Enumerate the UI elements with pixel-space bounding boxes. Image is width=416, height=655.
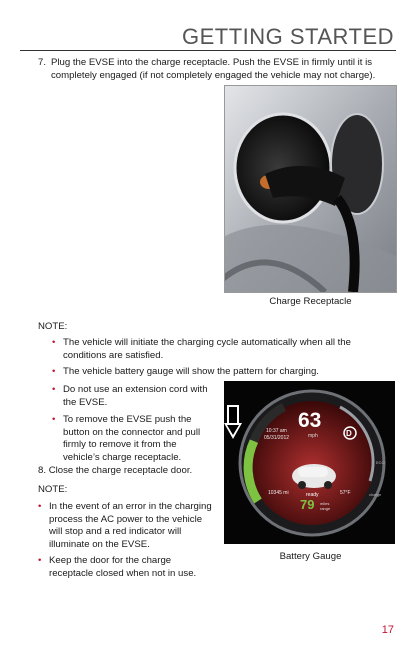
gauge-time: 10:37 am — [266, 428, 287, 434]
step-7 — [38, 57, 396, 82]
gauge-range-unit: miles range — [320, 501, 331, 511]
gauge-eco-label: ECO — [376, 460, 385, 465]
step-number: 8. — [38, 465, 47, 476]
battery-gauge-illustration — [224, 381, 395, 544]
note-bullet: • In the event of an error in the charging process the AC power to the vehicle will stop and a red indicator will illuminate on the EVSE. — [38, 501, 212, 550]
page-header-title: GETTING STARTED — [181, 24, 394, 49]
gauge-temperature: 57°F — [340, 490, 351, 496]
bullet-icon: • — [38, 501, 42, 512]
note-bullet: • To remove the EVSE push the button on the connector and pull firmly to remove it from the vehicle’s charge receptacle. — [52, 414, 201, 463]
note-bullet: • Do not use an extension cord with the EVSE. — [52, 384, 208, 408]
gauge-mode: ready — [306, 492, 319, 498]
figure-caption-charge-receptacle: Charge Receptacle — [269, 296, 352, 307]
step-number: 7. — [38, 57, 47, 68]
battery-gauge-photo — [224, 381, 395, 544]
step-text: Plug the EVSE into the charge receptacle. Push the EVSE in firmly until it is completely engaged (if not completely engaged the vehicle may not charge). — [51, 57, 376, 81]
bullet-icon: • — [52, 366, 56, 377]
bullet-icon: • — [38, 555, 42, 566]
bullet-icon: • — [52, 337, 56, 348]
gauge-range: 79 — [300, 497, 315, 512]
gauge-charge-label: charge — [369, 492, 382, 497]
step-text: Close the charge receptacle door. — [48, 465, 193, 476]
gauge-speed-unit: mph — [308, 433, 318, 439]
note-bullet: • Keep the door for the charge receptacle closed when not in use. — [38, 555, 197, 579]
step-8 — [38, 465, 192, 478]
bullet-icon: • — [52, 384, 56, 395]
gauge-gear: D — [346, 429, 352, 438]
bullet-icon: • — [52, 414, 56, 425]
gauge-date: 05/31/2012 — [264, 435, 290, 441]
note-label: NOTE: — [38, 321, 68, 332]
header-rule — [20, 50, 396, 51]
gauge-odometer: 10345 mi — [268, 490, 289, 496]
page-number: 17 — [381, 624, 394, 636]
charge-receptacle-photo — [224, 85, 397, 293]
note-label: NOTE: — [38, 484, 68, 495]
gauge-speed: 63 — [298, 409, 322, 432]
charge-receptacle-illustration — [225, 86, 396, 292]
figure-caption-battery-gauge: Battery Gauge — [279, 551, 342, 562]
note-bullet: • The vehicle will initiate the charging cycle automatically when all the conditions are satisfied. — [52, 337, 351, 361]
note-bullet: • The vehicle battery gauge will show the pattern for charging. — [52, 366, 319, 377]
